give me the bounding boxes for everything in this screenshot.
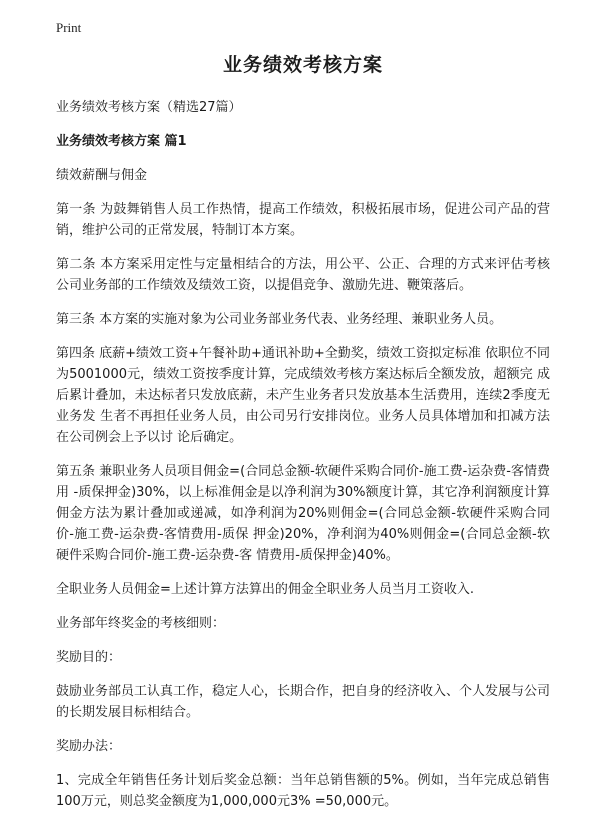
paragraph: 奖励办法：	[56, 739, 122, 754]
paragraph: 业务绩效考核方案（精选27篇）	[56, 100, 242, 115]
paragraph: 全职业务人员佣金=上述计算方法算出的佣金全职业务人员当月工资收入.	[56, 582, 475, 597]
document	[56, 50, 550, 825]
paragraph: 第一条 为鼓舞销售人员工作热情，提高工作绩效，积极拓展市场，促进公司产品的营销，维护公司的正常发展，特制订本方案。	[56, 202, 550, 238]
paragraph: 第三条 本方案的实施对象为公司业务部业务代表、业务经理、兼职业务人员。	[56, 312, 503, 327]
paragraph: 第四条 底薪+绩效工资+午餐补助+通讯补助+全勤奖，绩效工资拟定标准 依职位不同为5001000元，绩效工资按季度计算，完成绩效考核方案达标后全额发放，超额完 成后累计叠加，未达标者只发放底薪，未产生业务者只发放基本生活费用，连续2季度无业务发 生者不再担任业务人员，由公司另行安排岗位。业务人员具体增加和扣减方法在公司例会上予以讨 论后确定。	[56, 346, 550, 445]
document-body	[56, 97, 550, 812]
paragraph: 1、完成全年销售任务计划后奖金总额：当年总销售额的5%。例如，当年完成总销售100万元，则总奖金额度为1,000,000元3% =50,000元。	[56, 773, 550, 809]
document-title: 业务绩效考核方案	[222, 54, 383, 76]
paragraph: 第二条 本方案采用定性与定量相结合的方法，用公平、公正、合理的方式来评估考核公司业务部的工作绩效及绩效工资，以提倡竞争、激励先进、鞭策落后。	[56, 257, 550, 293]
print-label: Print	[56, 20, 82, 35]
paragraph: 奖励目的：	[56, 650, 122, 665]
paragraph: 业务部年终奖金的考核细则：	[56, 616, 226, 631]
paragraph: 绩效薪酬与佣金	[56, 168, 148, 183]
section-heading: 业务绩效考核方案 篇1	[56, 134, 187, 149]
paragraph: 第五条 兼职业务人员项目佣金=(合同总金额-软硬件采购合同价-施工费-运杂费-客情费用 -质保押金)30%，以上标准佣金是以净利润为30%额度计算，其它净利润额度计算佣金方法为累计叠加或递减，如净利润为20%则佣金=(合同总金额-软硬件采购合同价-施工费-运杂费-客情费用-质保 押金)20%，净利润为40%则佣金=(合同总金额-软硬件采购合同价-施工费-运杂费-客 情费用-质保押金)40%。	[56, 464, 550, 563]
paragraph: 鼓励业务部员工认真工作，稳定人心，长期合作，把自身的经济收入、个人发展与公司的长期发展目标相结合。	[56, 684, 551, 720]
